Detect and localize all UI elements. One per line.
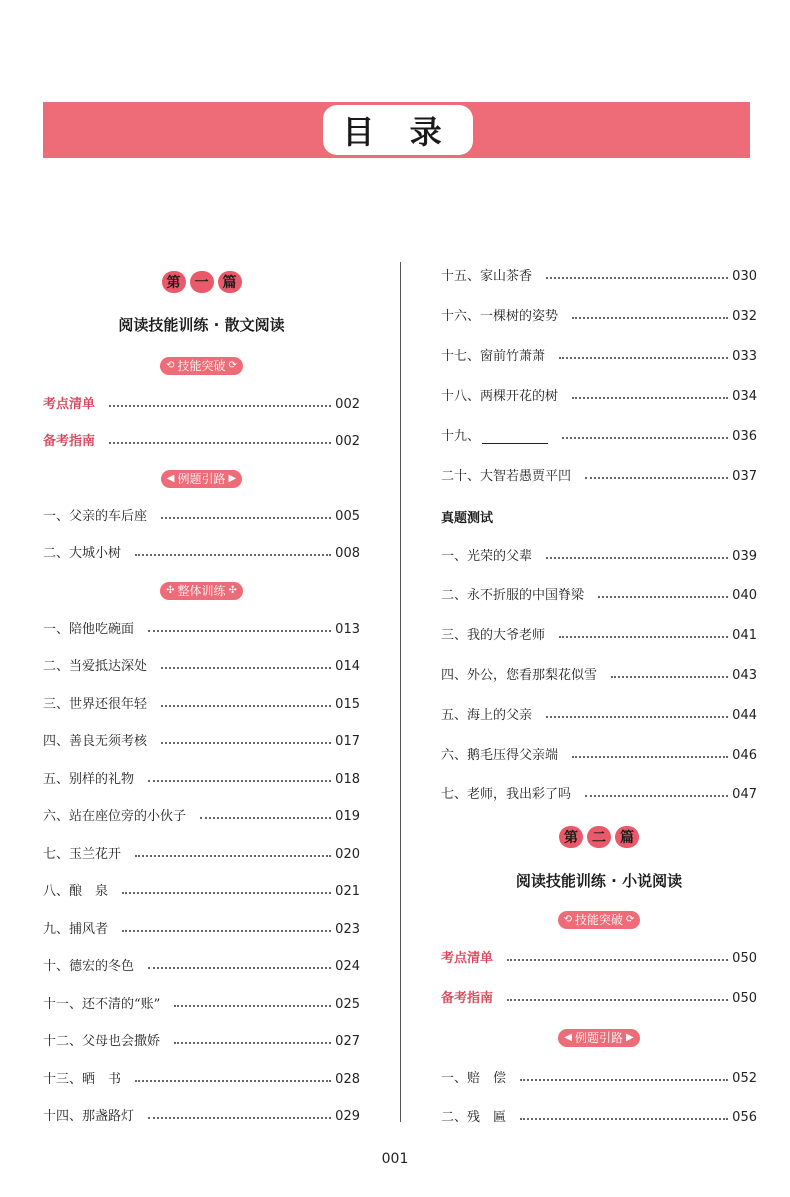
toc-entry[interactable]: 七、玉兰花开 020 — [43, 847, 360, 862]
tag-overall-training: ✣ 整体训练 ✣ — [43, 582, 360, 600]
toc-entry[interactable]: 二、当爱抵达深处 014 — [43, 659, 360, 674]
part-one-title: 阅读技能训练 · 散文阅读 — [118, 316, 285, 334]
toc-entry[interactable]: 五、海上的父亲 044 — [441, 708, 757, 723]
toc-entry[interactable]: 五、别样的礼物 018 — [43, 772, 360, 787]
page-title: 目 录 — [323, 105, 473, 155]
arrow-left-icon: ◀ — [564, 1032, 572, 1043]
toc-entry[interactable]: 十八、两棵开花的树 034 — [441, 389, 757, 404]
toc-entry[interactable]: 十四、那盏路灯 029 — [43, 1109, 360, 1124]
column-divider — [400, 262, 401, 1122]
toc-entry[interactable]: 二、残 匾 056 — [441, 1110, 757, 1125]
toc-entry[interactable]: 十三、晒 书 028 — [43, 1072, 360, 1087]
refresh-icon: ⟳ — [228, 360, 237, 371]
toc-entry[interactable]: 二、永不折服的中国脊梁 040 — [441, 588, 757, 603]
part-two-title: 阅读技能训练 · 小说阅读 — [515, 872, 683, 890]
sparkle-icon: ✣ — [166, 585, 175, 596]
toc-entry[interactable]: 二十、大智若愚贾平凹 037 — [441, 469, 757, 484]
toc-entry[interactable]: 四、外公，您看那梨花似雪 043 — [441, 668, 757, 683]
sparkle-icon: ✣ — [228, 585, 237, 596]
toc-entry[interactable]: 考点清单 002 — [43, 397, 360, 412]
toc-entry[interactable]: 九、捕风者 023 — [43, 922, 360, 937]
tag-skill-breakthrough: ⟲ 技能突破 ⟳ — [441, 911, 757, 929]
refresh-icon: ⟲ — [166, 360, 175, 371]
toc-entry[interactable]: 二、大城小树 008 — [43, 546, 360, 561]
toc-entry[interactable]: 十七、窗前竹萧萧 033 — [441, 349, 757, 364]
toc-entry[interactable]: 四、善良无须考核 017 — [43, 734, 360, 749]
refresh-icon: ⟲ — [563, 914, 572, 925]
toc-entry[interactable]: 三、我的大爷老师 041 — [441, 628, 757, 643]
arrow-right-icon: ▶ — [228, 473, 237, 484]
toc-entry[interactable]: 三、世界还很年轻 015 — [43, 697, 360, 712]
toc-entry[interactable]: 六、站在座位旁的小伙子 019 — [43, 809, 360, 824]
toc-entry[interactable]: 十五、家山茶香 030 — [441, 269, 757, 284]
toc-entry[interactable]: 一、父亲的车后座 005 — [43, 509, 360, 524]
toc-entry[interactable]: 考点清单 050 — [441, 951, 757, 966]
arrow-left-icon: ◀ — [166, 473, 175, 484]
refresh-icon: ⟳ — [626, 914, 635, 925]
section-label-real-test: 真题测试 — [441, 511, 494, 526]
page-number: 001 — [381, 1151, 409, 1167]
toc-entry[interactable]: 十九、 036 — [441, 429, 757, 444]
toc-entry[interactable]: 十一、还不清的“账” 025 — [43, 997, 360, 1012]
toc-entry[interactable]: 十六、一棵树的姿势 032 — [441, 309, 757, 324]
tag-example-guide: ◀ 例题引路 ▶ — [43, 470, 360, 488]
toc-entry[interactable]: 一、陪他吃碗面 013 — [43, 622, 360, 637]
toc-entry[interactable]: 十、德宏的冬色 024 — [43, 959, 360, 974]
tag-skill-breakthrough: ⟲ 技能突破 ⟳ — [43, 357, 360, 375]
blank-line — [482, 431, 548, 444]
toc-entry[interactable]: 一、赔 偿 052 — [441, 1071, 757, 1086]
toc-entry[interactable]: 七、老师，我出彩了吗 047 — [441, 787, 757, 802]
toc-entry[interactable]: 六、鹅毛压得父亲端 046 — [441, 748, 757, 763]
part-one-badge: 第 一 篇 — [43, 271, 360, 293]
arrow-right-icon: ▶ — [626, 1032, 634, 1043]
toc-entry[interactable]: 十二、父母也会撒娇 027 — [43, 1034, 360, 1049]
toc-entry[interactable]: 一、光荣的父辈 039 — [441, 549, 757, 564]
part-two-badge: 第 二 篇 — [441, 826, 757, 848]
toc-entry[interactable]: 八、酿 泉 021 — [43, 884, 360, 899]
tag-example-guide: ◀ 例题引路 ▶ — [441, 1029, 757, 1047]
toc-entry[interactable]: 备考指南 002 — [43, 434, 360, 449]
toc-entry[interactable]: 备考指南 050 — [441, 991, 757, 1006]
